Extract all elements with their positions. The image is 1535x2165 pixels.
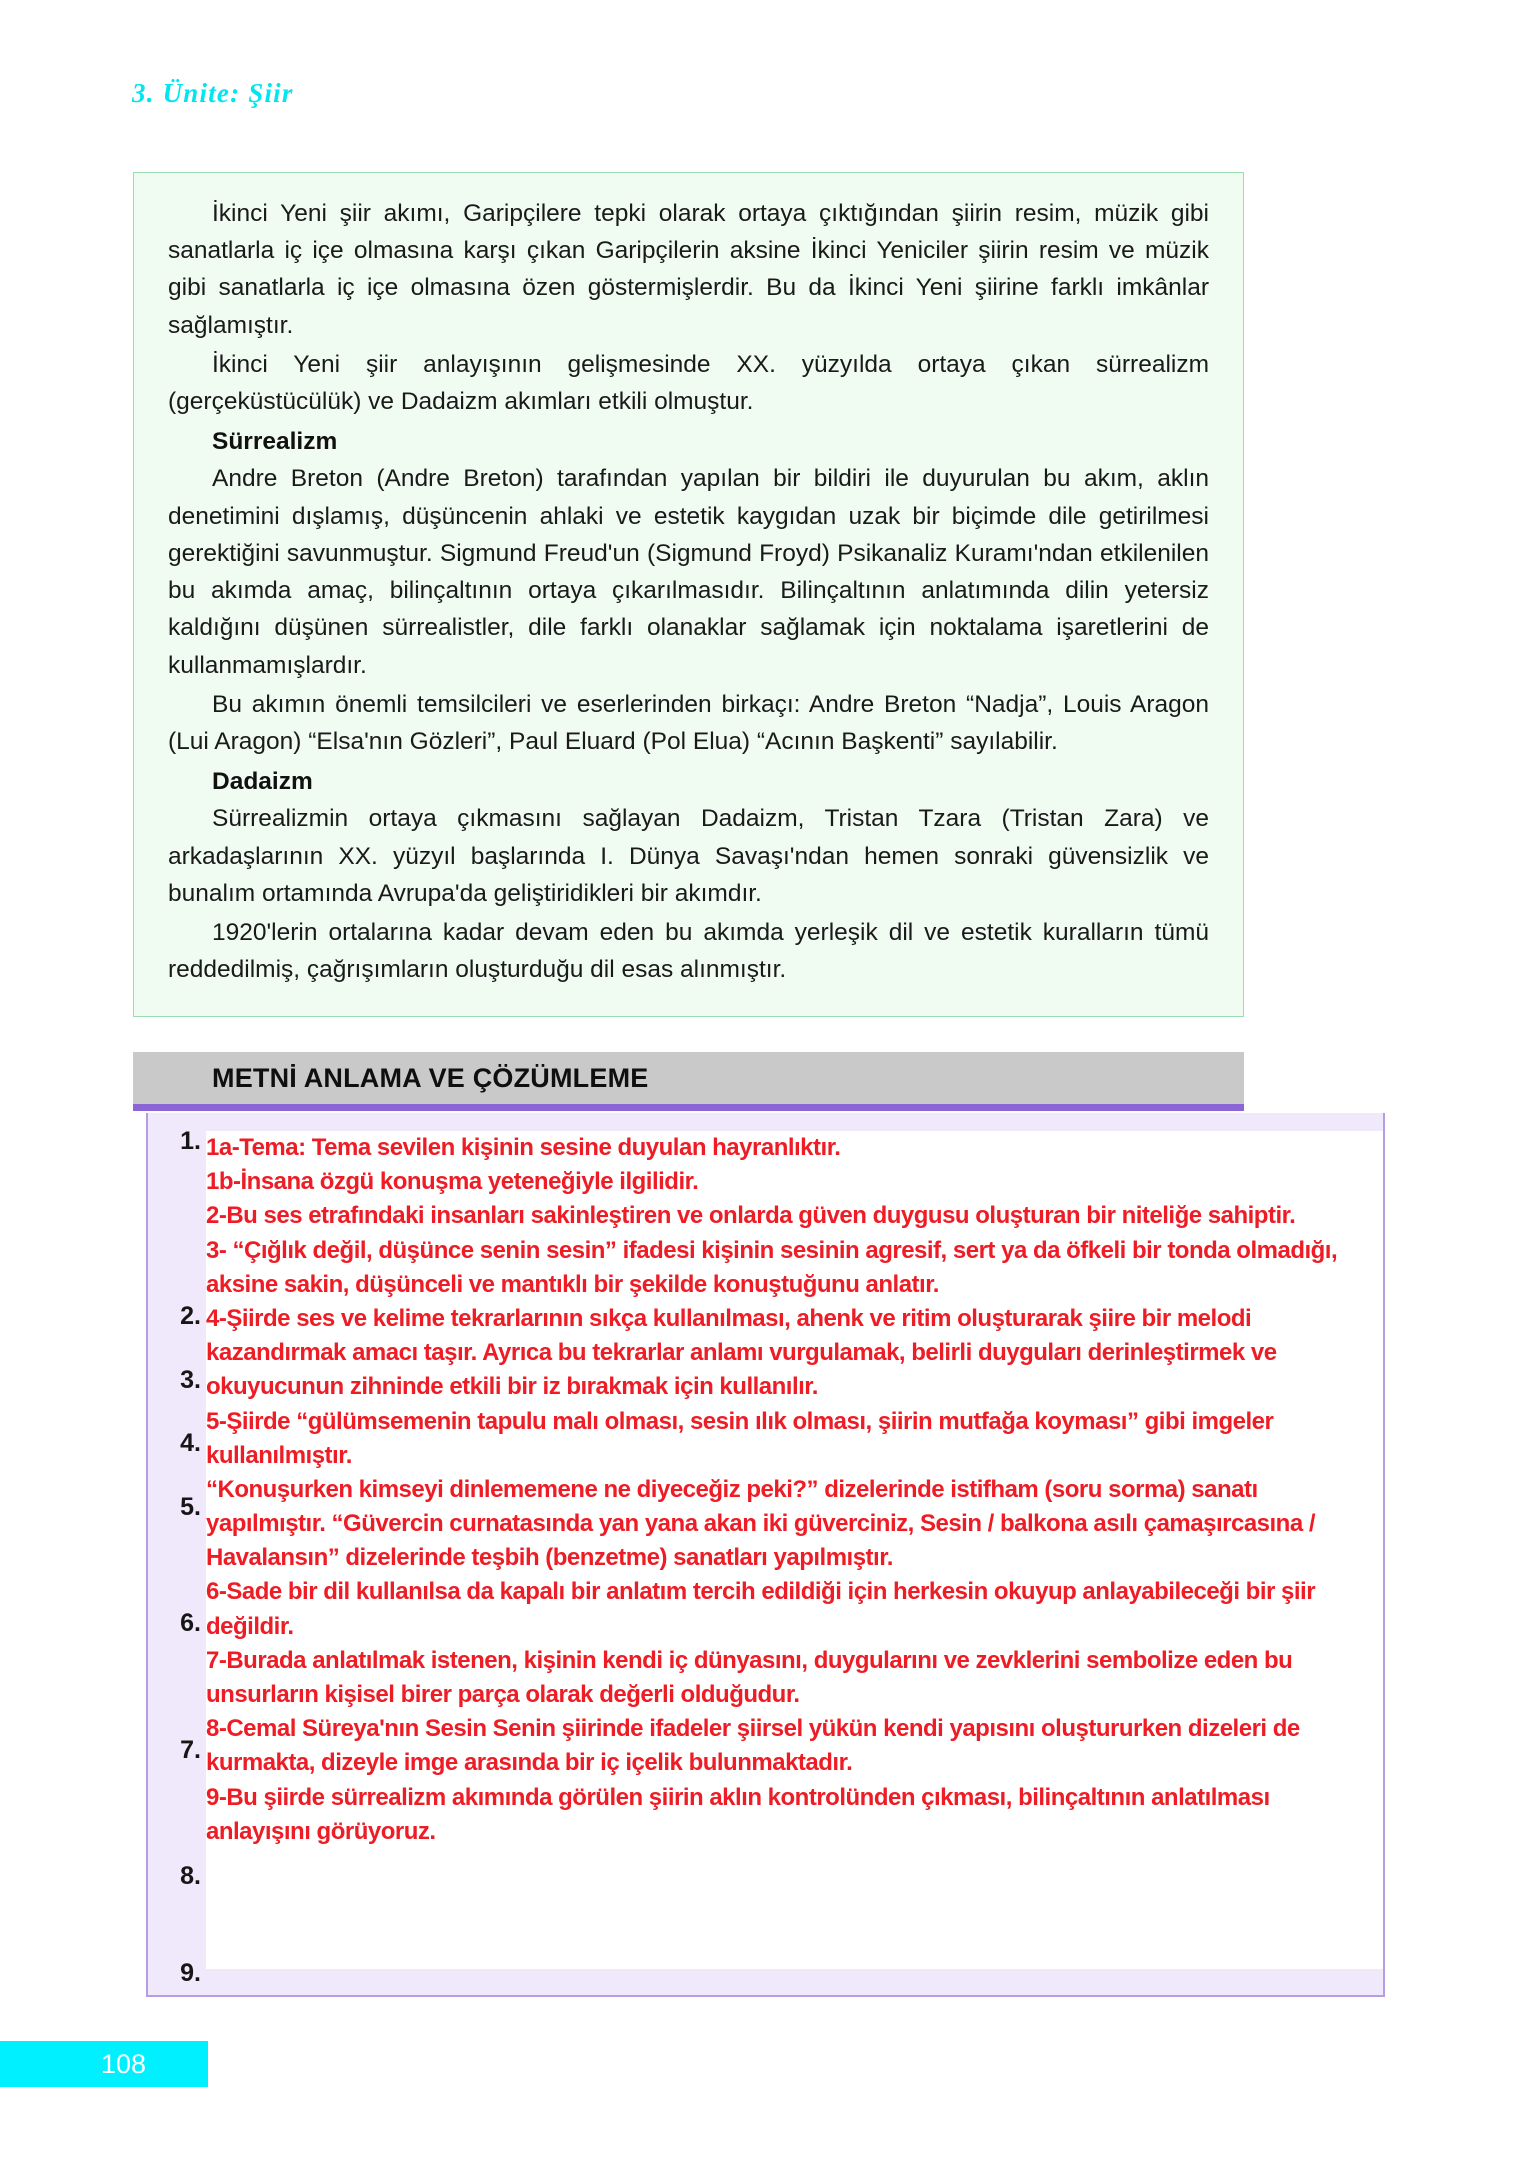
info-paragraph-2: İkinci Yeni şiir anlayışının gelişmesinde XX. yüzyılda ortaya çıkan sürrealizm (gerçeküstücülük) ve Dadaizm akımları etkili olmuştur. (168, 350, 1209, 416)
dadaizm-paragraph-1: Sürrealizmin ortaya çıkmasını sağlayan Dadaizm, Tristan Tzara (Tristan Zara) ve arkadaşlarının XX. yüzyıl başlarında I. Dünya Savaşı'ndan hemen sonraki güvensizlik ve bunalım ortamında Avrupa'da geliştiridikleri bir akımdır. (168, 805, 1209, 907)
section-header-bar (133, 1052, 1244, 1104)
answer-line: 1b-İnsana özgü konuşma yeteneğiyle ilgilidir. (206, 1168, 699, 1196)
surrealizm-paragraph-1: Andre Breton (Andre Breton) tarafından yapılan bir bildiri ile duyurulan bu akım, aklın denetimini dışlamış, düşüncenin ahlaki ve estetik kaygıdan uzak bir biçimde dile getirilmesi gerektiğini savunmuştur. Sigmund Freud'un (Sigmund Froyd) Psikanaliz Kuramı'ndan etkilenilen bu akımda amaç, bilinçaltının ortaya çıkarılmasıdır. Bilinçaltının anlatımında dilin yetersiz kaldığını düşünen sürrealistler, dile farklı olanaklar sağlamak için noktalama işaretlerini de kullanmamışlardır. (168, 465, 1209, 679)
answers-panel (146, 1113, 1385, 1997)
heading-surrealizm: Sürrealizm (212, 428, 338, 456)
answer-text-column (206, 1131, 1383, 1969)
section-title: METNİ ANLAMA VE ÇÖZÜMLEME (212, 1062, 649, 1093)
running-head-unit-title: 3. Ünite: Şiir (132, 78, 294, 108)
page-number: 108 (100, 2048, 146, 2079)
answer-line: 1a-Tema: Tema sevilen kişinin sesine duyulan hayranlıktır. (206, 1134, 841, 1161)
answer-number: 1. (180, 1127, 201, 1155)
answer-number: 3. (180, 1366, 201, 1394)
answer-line: 5-Şiirde “gülümsemenin tapulu malı olması, sesin ılık olması, şiirin mutfağa koyması” gibi imgeler kullanılmıştır. (206, 1407, 1274, 1469)
answer-number: 5. (180, 1493, 201, 1521)
answer-line: 8-Cemal Süreya'nın Sesin Senin şiirinde ifadeler şiirsel yükün kendi yapısını oluştururken dizeleri de kurmakta, dizeyle imge arasında bir iç içelik bulunmaktadır. (206, 1715, 1300, 1777)
dadaizm-paragraph-2: 1920'lerin ortalarına kadar devam eden bu akımda yerleşik dil ve estetik kuralların tümü reddedilmiş, çağrışımların oluşturduğu dil esas alınmıştır. (168, 918, 1209, 984)
information-box (133, 172, 1244, 1017)
answer-line: 6-Sade bir dil kullanılsa da kapalı bir anlatım tercih edildiği için herkesin okuyup anlayabileceği bir şiir değildir. (206, 1578, 1316, 1640)
heading-dadaizm: Dadaizm (212, 768, 313, 796)
answer-line: 3- “Çığlık değil, düşünce senin sesin” ifadesi kişinin sesinin agresif, sert ya da öfkeli bir tonda olmadığı, aksine sakin, düşünceli ve mantıklı bir şekilde konuştuğunu anlatır. (206, 1236, 1338, 1298)
answer-line: 2-Bu ses etrafındaki insanları sakinleştiren ve onlarda güven duygusu oluşturan bir niteliğe sahiptir. (206, 1202, 1296, 1230)
answer-line: 7-Burada anlatılmak istenen, kişinin kendi iç dünyasını, duygularını ve zevklerini sembolize eden bu unsurların kişisel birer parça olarak değerli olduğudur. (206, 1646, 1293, 1708)
answer-number: 7. (180, 1736, 201, 1764)
surrealizm-paragraph-2: Bu akımın önemli temsilcileri ve eserlerinden birkaçı: Andre Breton “Nadja”, Louis Aragon (Lui Aragon) “Elsa'nın Gözleri”, Paul Eluard (Pol Elua) “Acının Başkenti” sayılabilir. (168, 690, 1209, 756)
answer-number: 2. (180, 1302, 201, 1330)
answer-number: 8. (180, 1862, 201, 1890)
answer-number: 9. (180, 1959, 201, 1987)
answer-line: 4-Şiirde ses ve kelime tekrarlarının sıkça kullanılması, ahenk ve ritim oluşturarak şiire bir melodi kazandırmak amacı taşır. Ayrıca bu tekrarlar anlamı vurgulamak, belirli duyguları derinleştirmek ve okuyucunun zihninde etkili bir iz bırakmak için kullanılır. (206, 1304, 1277, 1401)
answer-line: 9-Bu şiirde sürrealizm akımında görülen şiirin aklın kontrolünden çıkması, bilinçaltının anlatılması anlayışını görüyoruz. (206, 1783, 1270, 1845)
answer-number: 4. (180, 1429, 201, 1457)
answer-line: “Konuşurken kimseyi dinlememene ne diyeceğiz peki?” dizelerinde istifham (soru sorma) sanatı yapılmıştır. “Güvercin curnatasında yan yana akan iki güverciniz, Sesin / balkona asılı çamaşırcasına / Havalansın” dizelerinde teşbih (benzetme) sanatları yapılmıştır. (206, 1475, 1316, 1572)
info-paragraph-1: İkinci Yeni şiir akımı, Garipçilere tepki olarak ortaya çıktığından şiirin resim, müzik gibi sanatlarla iç içe olmasına karşı çıkan Garipçilerin aksine İkinci Yeniciler şiirin resim ve müzik gibi sanatlarla iç içe olmasına özen göstermişlerdir. Bu da İkinci Yeni şiirine farklı imkânlar sağlamıştır. (168, 200, 1209, 339)
section-underline-rule (133, 1104, 1244, 1111)
answer-number: 6. (180, 1609, 201, 1637)
